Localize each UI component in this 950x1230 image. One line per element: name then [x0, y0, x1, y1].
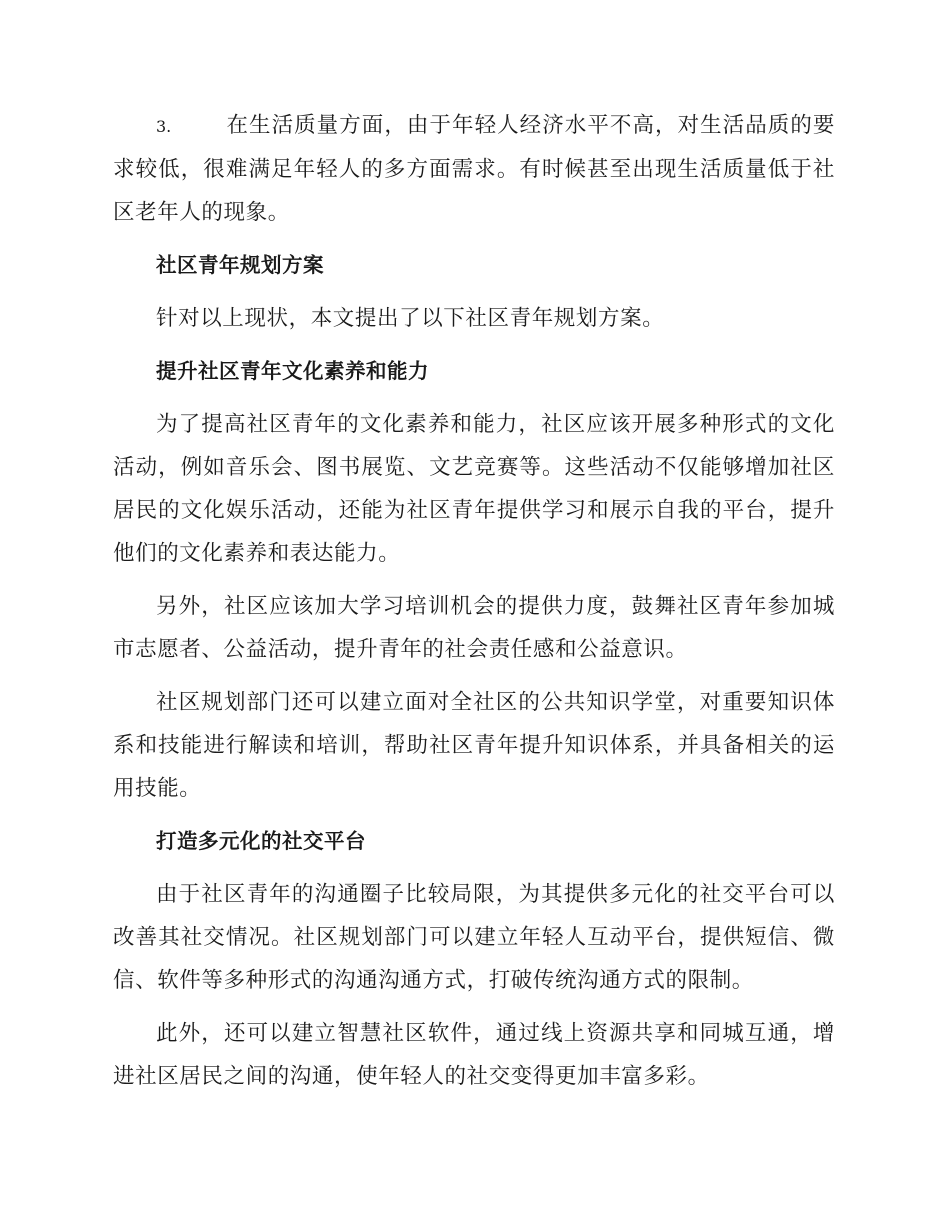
section-heading-social: 打造多元化的社交平台: [156, 829, 366, 853]
paragraph-culture-3: 社区规划部门还可以建立面对全社区的公共知识学堂，对重要知识体系和技能进行解读和培训，帮助社区青年提升知识体系，并具备相关的运用技能。: [113, 690, 835, 801]
section-heading-culture: 提升社区青年文化素养和能力: [156, 359, 429, 383]
list-number: 3.: [156, 117, 172, 136]
paragraph-social-1: 由于社区青年的沟通圈子比较局限，为其提供多元化的社交平台可以改善其社交情况。社区规划部门可以建立年轻人互动平台，提供短信、微信、软件等多种形式的沟通沟通方式，打破传统沟通方式的限制。: [113, 882, 835, 993]
paragraph-culture-1: 为了提高社区青年的文化素养和能力，社区应该开展多种形式的文化活动，例如音乐会、图书展览、文艺竞赛等。这些活动不仅能够增加社区居民的文化娱乐活动，还能为社区青年提供学习和展示自我的平台，提升他们的文化素养和表达能力。: [113, 412, 835, 566]
document-page: [113, 104, 835, 1108]
section-heading-plan: 社区青年规划方案: [156, 253, 324, 277]
numbered-paragraph-3: [113, 104, 835, 234]
paragraph-text: 在生活质量方面，由于年轻人经济水平不高，对生活品质的要求较低，很难满足年轻人的多方面需求。有时候甚至出现生活质量低于社区老年人的现象。: [113, 113, 835, 225]
paragraph-culture-2: 另外，社区应该加大学习培训机会的提供力度，鼓舞社区青年参加城市志愿者、公益活动，提升青年的社会责任感和公益意识。: [113, 594, 835, 662]
paragraph-social-2: 此外，还可以建立智慧社区软件，通过线上资源共享和同城互通，增进社区居民之间的沟通，使年轻人的社交变得更加丰富多彩。: [113, 1021, 835, 1089]
paragraph-intro: 针对以上现状，本文提出了以下社区青年规划方案。: [156, 306, 665, 331]
